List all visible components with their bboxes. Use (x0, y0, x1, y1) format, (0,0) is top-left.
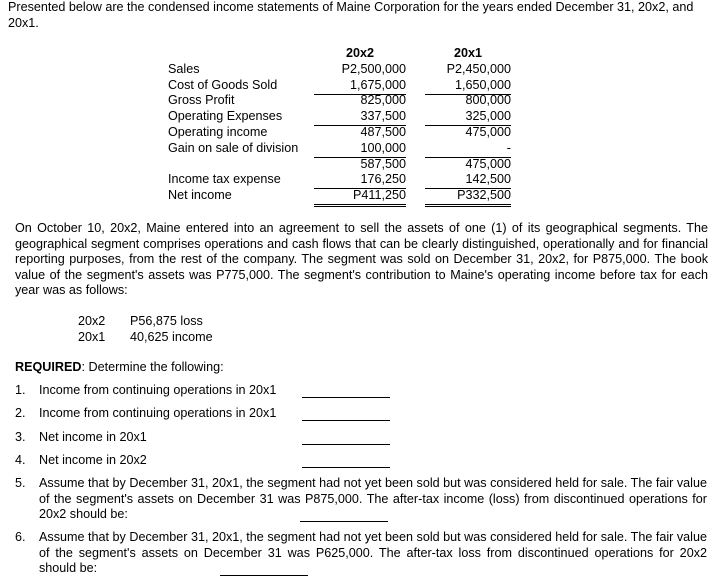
question-text: Net income in 20x1 (39, 430, 147, 444)
label-cogs: Cost of Goods Sold (168, 78, 278, 92)
answer-blank[interactable] (220, 574, 308, 576)
label-net: Net income (168, 188, 232, 202)
header-20x1: 20x1 (453, 46, 483, 60)
cell-20x1-sales: P2,450,000 (446, 62, 511, 76)
question-text: Assume that by December 31, 20x1, the segment had not yet been sold but was considered held for sale. The fair value of the segment's assets on December 31 was P875,000. The after-tax income (loss) from discontinued operations for 20x2 should be: (39, 476, 707, 521)
cell-20x2-opex: 337,500 (314, 109, 406, 126)
cell-20x2-net: P411,250 (314, 188, 406, 207)
label-gross: Gross Profit (168, 93, 235, 107)
question-number: 2. (15, 406, 26, 420)
cell-20x1-cogs: 1,650,000 (425, 78, 511, 95)
cell-20x2-gain: 100,000 (314, 141, 406, 158)
cell-20x1-gross: 800,000 (465, 93, 511, 107)
answer-blank[interactable] (302, 443, 390, 445)
cell-20x2-pretax: 587,500 (360, 157, 406, 171)
question-text: Income from continuing operations in 20x1 (39, 406, 277, 420)
segment-value-20x1: 40,625 income (130, 330, 213, 344)
cell-20x2-opinc: 487,500 (360, 125, 406, 139)
label-opex: Operating Expenses (168, 109, 283, 123)
segment-paragraph: On October 10, 20x2, Maine entered into an agreement to sell the assets of one (1) of its geographical segments. The geographical segment comprises operations and cash flows that can be clearly distinguished, operationally and for financial reporting purposes, from the rest of the company. The segment was sold on December 31, 20x2, for P875,000. The book value of the segment's assets was P775,000. The segment's contribution to Maine's operating income before tax for each year was as follows: (15, 221, 708, 297)
intro-text: Presented below are the condensed income statements of Maine Corporation for the years ended December 31, 20x2, and 20x1. (8, 0, 694, 30)
label-opinc: Operating income (168, 125, 268, 139)
segment-value-20x2: P56,875 loss (130, 314, 203, 328)
cell-20x1-net: P332,500 (425, 188, 511, 207)
label-gain: Gain on sale of division (168, 141, 299, 155)
cell-20x2-sales: P2,500,000 (341, 62, 406, 76)
answer-blank[interactable] (302, 419, 390, 421)
question-text: Income from continuing operations in 20x1 (39, 383, 277, 397)
question-number: 6. (15, 530, 26, 544)
cell-20x1-opinc: 475,000 (465, 125, 511, 139)
question-number: 1. (15, 383, 26, 397)
cell-20x1-pretax: 475,000 (465, 157, 511, 171)
header-20x2: 20x2 (345, 46, 375, 60)
required-rest: : Determine the following: (81, 360, 224, 374)
question-number: 4. (15, 453, 26, 467)
required-bold: REQUIRED (15, 360, 82, 374)
cell-20x2-cogs: 1,675,000 (314, 78, 406, 95)
cell-20x2-gross: 825,000 (360, 93, 406, 107)
question-text: Net income in 20x2 (39, 453, 147, 467)
required-heading (15, 360, 224, 376)
cell-20x1-gain: - (425, 141, 511, 158)
question-number: 3. (15, 430, 26, 444)
segment-year-20x1: 20x1 (78, 330, 106, 344)
label-tax: Income tax expense (168, 172, 281, 186)
answer-blank[interactable] (302, 396, 390, 398)
answer-blank[interactable] (302, 466, 390, 468)
cell-20x1-opex: 325,000 (425, 109, 511, 126)
label-sales: Sales (168, 62, 200, 76)
segment-year-20x2: 20x2 (78, 314, 106, 328)
cell-20x2-tax: 176,250 (314, 172, 406, 189)
answer-blank[interactable] (300, 520, 388, 522)
question-text: Assume that by December 31, 20x1, the segment had not yet been sold but was considered held for sale. The fair value of the segment's assets on December 31 was P625,000. The after-tax loss from discontinued operations for 20x2 should be: (39, 530, 707, 575)
question-number: 5. (15, 476, 26, 490)
cell-20x1-tax: 142,500 (425, 172, 511, 189)
